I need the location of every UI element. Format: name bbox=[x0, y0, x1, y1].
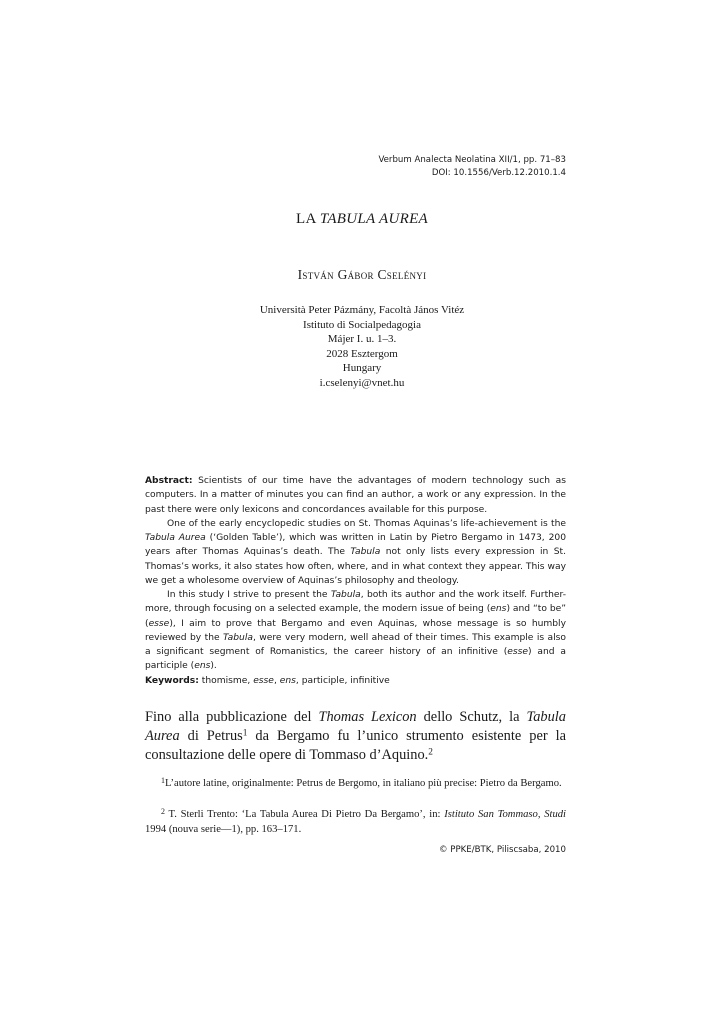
body-text: dello Schutz, la bbox=[416, 709, 527, 725]
body-italic: Tabula Aurea bbox=[145, 709, 566, 745]
abstract-label: Abstract: bbox=[145, 476, 193, 486]
abstract-text: ) and “to be” ( bbox=[145, 604, 566, 629]
abstract-text: not only lists every expression in St. Thomas’s works, it also states how often, where, and in what context they appear. This way we get a wholesome overview of Aquinas’s philosophy and theology. bbox=[145, 547, 566, 586]
footnote-2-text: 1994 (nouva serie—1), pp. 163–171. bbox=[145, 824, 302, 836]
affiliation-line-1: Università Peter Pázmány, Facoltà János Vitéz bbox=[259, 304, 465, 316]
keywords-italic: esse bbox=[253, 675, 274, 686]
body-italic: Thomas Lexicon bbox=[318, 709, 417, 725]
keywords bbox=[145, 674, 566, 688]
abstract-paragraph-3 bbox=[145, 588, 566, 674]
keywords-text: , participle, infinitive bbox=[295, 675, 390, 686]
abstract-italic: esse bbox=[148, 618, 170, 629]
footnote-2-text: T. Sterli Trento: ‘La Tabula Aurea Di Pietro Da Bergamo’, in: bbox=[168, 808, 445, 820]
journal-header bbox=[378, 154, 566, 179]
footnote-ref-2[interactable]: 2 bbox=[428, 747, 433, 758]
abstract-paragraph-2 bbox=[145, 517, 566, 588]
abstract-paragraph-1 bbox=[145, 474, 566, 517]
footnote-1-mark: 1 bbox=[161, 776, 165, 785]
abstract-text: , both its author and the work itself. Further-more, through focusing on a selected example, the modern issue of being ( bbox=[145, 590, 566, 615]
footnote-1 bbox=[145, 773, 566, 791]
abstract-text: , were very modern, well ahead of their times. This example is also a significant segment of Romanistics, the career history of an infinitive ( bbox=[145, 632, 567, 657]
abstract-text: In this study I strive to present the bbox=[167, 590, 331, 600]
abstract-italic: ens bbox=[490, 604, 507, 615]
abstract-italic: Tabula bbox=[330, 590, 361, 600]
abstract bbox=[145, 474, 566, 688]
keywords-label: Keywords: bbox=[145, 675, 199, 686]
doi: DOI: 10.1556/Verb.12.2010.1.4 bbox=[431, 167, 566, 178]
abstract-text: ). bbox=[210, 661, 217, 672]
keywords-text: , bbox=[273, 675, 280, 686]
abstract-italic: Tabula bbox=[350, 547, 381, 558]
body-text: di Petrus bbox=[179, 728, 243, 745]
footnote-2-mark: 2 bbox=[161, 807, 165, 816]
footnote-1-text: L’autore latine, originalmente: Petrus de Bergomo, in italiano più precise: Pietro da Bergamo. bbox=[164, 777, 562, 789]
abstract-text-1: Scientists of our time have the advantages of modern technology such as computers. In a matter of minutes you can find an author, a work or any expression. In the past there were only lexicons and concordances available for this purpose. bbox=[145, 476, 566, 515]
footnote-2-italic: Istituto San Tommaso, Studi bbox=[444, 808, 566, 820]
article-title bbox=[0, 211, 724, 228]
abstract-text: ), I aim to prove that Bergamo and even Aquinas, whose message is so humbly reviewed by the bbox=[145, 618, 566, 643]
copyright-notice: © PPKE/BTK, Piliscsaba, 2010 bbox=[438, 845, 566, 855]
abstract-italic: ens bbox=[194, 661, 211, 672]
affiliation-line-3: Májer I. u. 1–3. bbox=[327, 333, 397, 346]
abstract-italic: Tabula bbox=[223, 632, 253, 643]
title-prefix: LA bbox=[295, 211, 320, 227]
abstract-italic: esse bbox=[507, 647, 529, 657]
journal-citation: Verbum Analecta Neolatina XII/1, pp. 71–83 bbox=[378, 155, 566, 165]
body-text: Fino alla pubblicazione del bbox=[145, 709, 319, 725]
title-italic: TABULA AUREA bbox=[319, 211, 428, 227]
body-paragraph bbox=[145, 708, 566, 766]
author-email: i.cselenyi@vnet.hu bbox=[319, 376, 405, 389]
affiliation-block bbox=[0, 303, 724, 391]
keywords-text: thomisme, bbox=[198, 675, 254, 686]
abstract-italic: Tabula Aurea bbox=[145, 533, 206, 543]
affiliation-line-2: Istituto di Socialpedagogia bbox=[303, 318, 421, 331]
author-name: István Gábor Cselényi bbox=[297, 267, 427, 282]
keywords-italic: ens bbox=[279, 675, 296, 686]
affiliation-line-5: Hungary bbox=[342, 362, 382, 375]
affiliation-line-4: 2028 Esztergom bbox=[326, 347, 398, 360]
footnote-ref-1[interactable]: 1 bbox=[242, 728, 248, 739]
abstract-text: One of the early encyclopedic studies on St. Thomas Aquinas’s life-achievement is the bbox=[167, 518, 566, 529]
abstract-text: ) and a participle ( bbox=[145, 647, 566, 672]
abstract-text: (‘Golden Table’), which was written in Latin by Pietro Bergamo in 1473, 200 years after Thomas Aquinas’s death. The bbox=[145, 533, 566, 558]
body-text: da Bergamo fu l’unico strumento esistente per la consultazione delle opere di Tommaso d’Aquino. bbox=[145, 728, 566, 764]
footnote-2 bbox=[145, 804, 566, 838]
